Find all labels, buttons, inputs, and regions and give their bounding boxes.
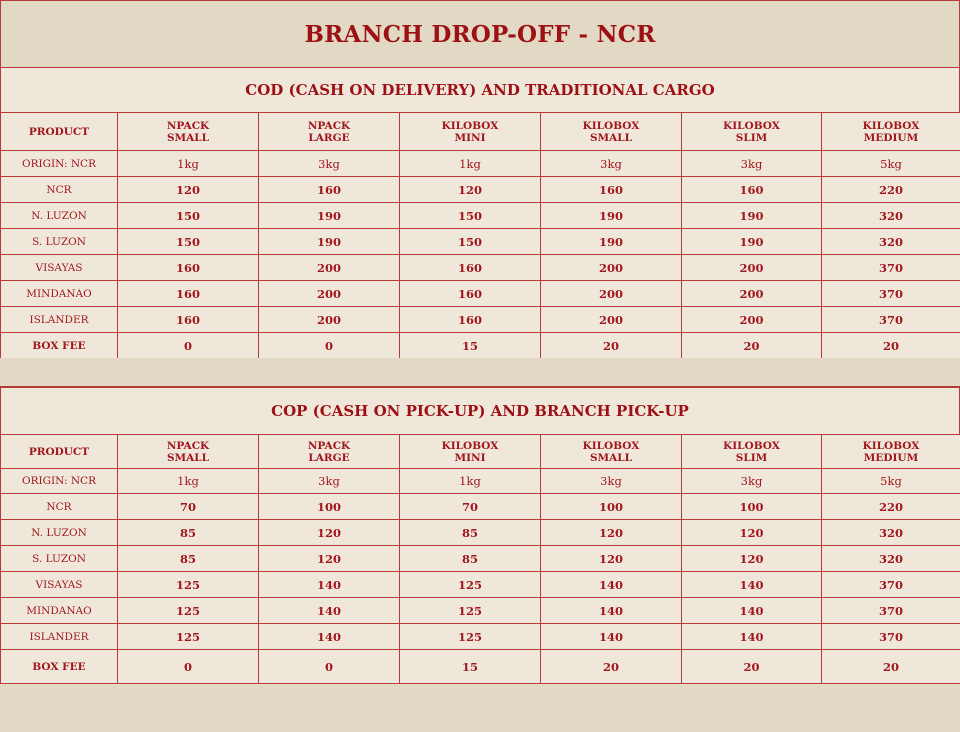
row-label: ORIGIN: NCR <box>1 469 118 494</box>
weight-cell: 5kg <box>822 151 960 177</box>
row-label: N. LUZON <box>1 203 118 229</box>
weight-cell: 3kg <box>682 151 822 177</box>
table-row <box>1 229 960 255</box>
column-header: KILOBOX SLIM <box>682 113 822 151</box>
rate-cell: 140 <box>259 572 400 598</box>
column-header: KILOBOX MINI <box>400 435 541 469</box>
weight-cell: 3kg <box>259 151 400 177</box>
rate-cell: 125 <box>118 598 259 624</box>
column-header: NPACK SMALL <box>118 113 259 151</box>
column-header: KILOBOX SMALL <box>541 113 682 151</box>
rate-cell: 220 <box>822 494 960 520</box>
rate-cell: 140 <box>541 598 682 624</box>
fee-cell: 0 <box>118 333 259 359</box>
column-header: KILOBOX MEDIUM <box>822 435 960 469</box>
rate-cell: 100 <box>541 494 682 520</box>
rate-cell: 370 <box>822 307 960 333</box>
row-label: VISAYAS <box>1 255 118 281</box>
rate-cell: 370 <box>822 624 960 650</box>
column-header: PRODUCT <box>1 113 118 151</box>
weight-cell: 1kg <box>118 469 259 494</box>
rate-cell: 370 <box>822 572 960 598</box>
fee-cell: 20 <box>822 333 960 359</box>
rate-cell: 370 <box>822 281 960 307</box>
fee-cell: 0 <box>259 333 400 359</box>
row-label: MINDANAO <box>1 281 118 307</box>
table-row <box>1 307 960 333</box>
rate-cell: 150 <box>118 229 259 255</box>
rate-cell: 160 <box>400 281 541 307</box>
page-title: BRANCH DROP-OFF - NCR <box>304 20 656 48</box>
rate-cell: 120 <box>541 520 682 546</box>
rate-cell: 190 <box>682 229 822 255</box>
rate-cell: 120 <box>682 546 822 572</box>
row-label: VISAYAS <box>1 572 118 598</box>
rate-cell: 85 <box>118 520 259 546</box>
column-header: NPACK LARGE <box>259 435 400 469</box>
rate-cell: 120 <box>400 177 541 203</box>
column-header: NPACK SMALL <box>118 435 259 469</box>
row-label: S. LUZON <box>1 229 118 255</box>
table-row <box>1 624 960 650</box>
rate-cell: 140 <box>259 624 400 650</box>
rate-cell: 190 <box>541 203 682 229</box>
rate-cell: 120 <box>259 520 400 546</box>
column-header: PRODUCT <box>1 435 118 469</box>
rate-cell: 85 <box>118 546 259 572</box>
weight-cell: 1kg <box>118 151 259 177</box>
rate-cell: 100 <box>259 494 400 520</box>
rate-cell: 160 <box>259 177 400 203</box>
rate-cell: 220 <box>822 177 960 203</box>
origin-row <box>1 151 960 177</box>
page-header <box>0 0 960 69</box>
row-label: ISLANDER <box>1 307 118 333</box>
row-label: NCR <box>1 177 118 203</box>
weight-cell: 3kg <box>682 469 822 494</box>
rate-cell: 150 <box>118 203 259 229</box>
rate-cell: 200 <box>541 255 682 281</box>
rate-cell: 125 <box>118 572 259 598</box>
table-row <box>1 203 960 229</box>
rate-cell: 125 <box>400 624 541 650</box>
rate-cell: 120 <box>541 546 682 572</box>
rate-cell: 70 <box>118 494 259 520</box>
row-label: ORIGIN: NCR <box>1 151 118 177</box>
rate-cell: 200 <box>259 281 400 307</box>
fee-cell: 15 <box>400 333 541 359</box>
rate-cell: 140 <box>682 572 822 598</box>
rate-cell: 320 <box>822 520 960 546</box>
fee-cell: 20 <box>682 333 822 359</box>
rate-cell: 200 <box>541 281 682 307</box>
rate-cell: 190 <box>259 229 400 255</box>
fee-cell: 20 <box>682 650 822 684</box>
rate-cell: 140 <box>541 624 682 650</box>
table-row <box>1 281 960 307</box>
table-row <box>1 598 960 624</box>
table-row <box>1 572 960 598</box>
rate-cell: 100 <box>682 494 822 520</box>
row-label: NCR <box>1 494 118 520</box>
rate-cell: 140 <box>541 572 682 598</box>
column-header: KILOBOX MEDIUM <box>822 113 960 151</box>
weight-cell: 3kg <box>259 469 400 494</box>
row-label: MINDANAO <box>1 598 118 624</box>
cod-rate-table <box>0 112 960 359</box>
rate-cell: 85 <box>400 520 541 546</box>
rate-cell: 140 <box>682 598 822 624</box>
rate-cell: 370 <box>822 255 960 281</box>
fee-cell: 0 <box>259 650 400 684</box>
fee-cell: 20 <box>541 650 682 684</box>
rate-cell: 140 <box>682 624 822 650</box>
row-label: S. LUZON <box>1 546 118 572</box>
row-label: ISLANDER <box>1 624 118 650</box>
fee-cell: 20 <box>822 650 960 684</box>
table-row <box>1 520 960 546</box>
table-row <box>1 494 960 520</box>
rate-cell: 190 <box>682 203 822 229</box>
rate-cell: 125 <box>400 572 541 598</box>
fee-cell: 15 <box>400 650 541 684</box>
rate-cell: 120 <box>682 520 822 546</box>
rate-cell: 320 <box>822 229 960 255</box>
rate-cell: 160 <box>118 255 259 281</box>
weight-cell: 3kg <box>541 469 682 494</box>
column-header: KILOBOX MINI <box>400 113 541 151</box>
row-label: N. LUZON <box>1 520 118 546</box>
rate-cell: 125 <box>118 624 259 650</box>
origin-row <box>1 469 960 494</box>
table-header-row <box>1 113 960 151</box>
rate-cell: 70 <box>400 494 541 520</box>
rate-cell: 200 <box>259 307 400 333</box>
row-label: BOX FEE <box>1 650 118 684</box>
rate-cell: 120 <box>118 177 259 203</box>
rate-cell: 190 <box>541 229 682 255</box>
cop-rate-table <box>0 434 960 684</box>
rate-cell: 160 <box>118 307 259 333</box>
rate-cell: 200 <box>541 307 682 333</box>
rate-cell: 160 <box>541 177 682 203</box>
column-header: KILOBOX SLIM <box>682 435 822 469</box>
rate-cell: 140 <box>259 598 400 624</box>
fee-cell: 0 <box>118 650 259 684</box>
rate-cell: 160 <box>118 281 259 307</box>
table-row <box>1 255 960 281</box>
table-row <box>1 546 960 572</box>
rate-cell: 200 <box>682 281 822 307</box>
cop-section-title: COP (CASH ON PICK-UP) AND BRANCH PICK-UP <box>0 386 960 434</box>
rate-cell: 370 <box>822 598 960 624</box>
weight-cell: 3kg <box>541 151 682 177</box>
rate-cell: 320 <box>822 546 960 572</box>
row-label: BOX FEE <box>1 333 118 359</box>
rate-cell: 160 <box>400 307 541 333</box>
column-header: KILOBOX SMALL <box>541 435 682 469</box>
rate-cell: 320 <box>822 203 960 229</box>
box-fee-row <box>1 650 960 684</box>
rate-cell: 125 <box>400 598 541 624</box>
cod-section-title: COD (CASH ON DELIVERY) AND TRADITIONAL CARGO <box>0 68 960 112</box>
rate-cell: 200 <box>682 255 822 281</box>
rate-cell: 190 <box>259 203 400 229</box>
rate-cell: 160 <box>682 177 822 203</box>
rate-cell: 85 <box>400 546 541 572</box>
rate-cell: 150 <box>400 203 541 229</box>
weight-cell: 1kg <box>400 151 541 177</box>
rate-cell: 120 <box>259 546 400 572</box>
fee-cell: 20 <box>541 333 682 359</box>
weight-cell: 1kg <box>400 469 541 494</box>
weight-cell: 5kg <box>822 469 960 494</box>
rate-cell: 200 <box>259 255 400 281</box>
rate-cell: 150 <box>400 229 541 255</box>
rate-cell: 160 <box>400 255 541 281</box>
section-divider <box>0 358 960 386</box>
table-row <box>1 177 960 203</box>
column-header: NPACK LARGE <box>259 113 400 151</box>
rate-cell: 200 <box>682 307 822 333</box>
box-fee-row <box>1 333 960 359</box>
table-header-row <box>1 435 960 469</box>
